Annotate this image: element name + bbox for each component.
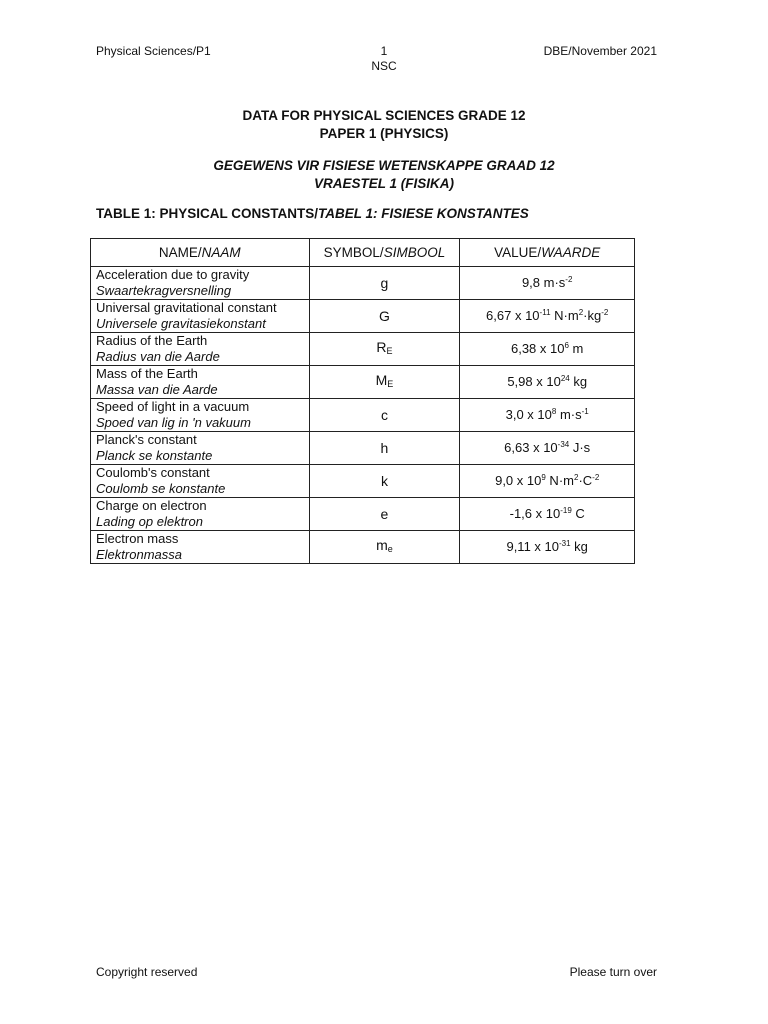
column-header-value: VALUE/WAARDE: [460, 239, 635, 267]
table-header-row: [91, 239, 635, 267]
value-cell: 6,67 x $10^{-11}$ $N\cdot m^2\cdot kg^{-2}$: [460, 300, 635, 333]
constants-table: [90, 238, 635, 564]
value-cell: 5,98 x $10^{24}$ kg: [460, 366, 635, 399]
symbol-cell: $R_E$: [309, 333, 460, 366]
footer-copyright: Copyright reserved: [96, 965, 198, 979]
title-line-1: DATA FOR PHYSICAL SCIENCES GRADE 12: [242, 108, 526, 123]
table-row: [91, 531, 635, 564]
name-cell: Universal gravitational constant Universele gravitasiekonstant: [91, 300, 310, 333]
symbol-cell: $m_e$: [309, 531, 460, 564]
value-cell: 6,63 x $10^{-34}$ J·s: [460, 432, 635, 465]
name-cell: Mass of the Earth Massa van die Aarde: [91, 366, 310, 399]
table-row: [91, 333, 635, 366]
footer-turn-over: Please turn over: [569, 965, 657, 979]
value-cell: 9,8 $m\cdot s^{-2}$: [460, 267, 635, 300]
page-title: [0, 107, 768, 193]
name-cell: Coulomb's constant Coulomb se konstante: [91, 465, 310, 498]
table-row: [91, 300, 635, 333]
table-row: [91, 399, 635, 432]
value-cell: -1,6 x $10^{-19}$ C: [460, 498, 635, 531]
name-cell: Speed of light in a vacuum Spoed van lig in 'n vakuum: [91, 399, 310, 432]
symbol-cell: G: [309, 300, 460, 333]
table-row: [91, 465, 635, 498]
column-header-name: NAME/NAAM: [91, 239, 310, 267]
symbol-cell: $M_E$: [309, 366, 460, 399]
table-caption-af: TABEL 1: FISIESE KONSTANTES: [318, 206, 529, 221]
name-cell: Planck's constant Planck se konstante: [91, 432, 310, 465]
name-cell: Acceleration due to gravity Swaartekragversnelling: [91, 267, 310, 300]
symbol-cell: e: [309, 498, 460, 531]
symbol-cell: k: [309, 465, 460, 498]
title-line-3: GEGEWENS VIR FISIESE WETENSKAPPE GRAAD 12: [213, 158, 555, 173]
title-line-2: PAPER 1 (PHYSICS): [319, 126, 449, 141]
header-nsc: NSC: [371, 59, 397, 73]
value-cell: 9,0 x $10^9$ $N\cdot m^2\cdot C^{-2}$: [460, 465, 635, 498]
value-cell: 9,11 x $10^{-31}$ kg: [460, 531, 635, 564]
column-header-symbol: SYMBOL/SIMBOOL: [309, 239, 460, 267]
header-page-number: [364, 44, 404, 74]
table-caption: [96, 206, 529, 221]
name-cell: Electron mass Elektronmassa: [91, 531, 310, 564]
table-caption-en: TABLE 1: PHYSICAL CONSTANTS/: [96, 206, 319, 221]
title-line-4: VRAESTEL 1 (FISIKA): [313, 176, 455, 191]
name-cell: Radius of the Earth Radius van die Aarde: [91, 333, 310, 366]
table-row: [91, 267, 635, 300]
table-row: [91, 498, 635, 531]
symbol-cell: g: [309, 267, 460, 300]
header-date: DBE/November 2021: [543, 44, 657, 58]
value-cell: 3,0 x $10^8$ $m\cdot s^{-1}$: [460, 399, 635, 432]
name-cell: Charge on electron Lading op elektron: [91, 498, 310, 531]
header-subject: Physical Sciences/P1: [96, 44, 211, 58]
symbol-cell: c: [309, 399, 460, 432]
table-row: [91, 366, 635, 399]
value-cell: 6,38 x $10^6$ m: [460, 333, 635, 366]
table-row: [91, 432, 635, 465]
symbol-cell: h: [309, 432, 460, 465]
page-number: 1: [380, 44, 388, 58]
